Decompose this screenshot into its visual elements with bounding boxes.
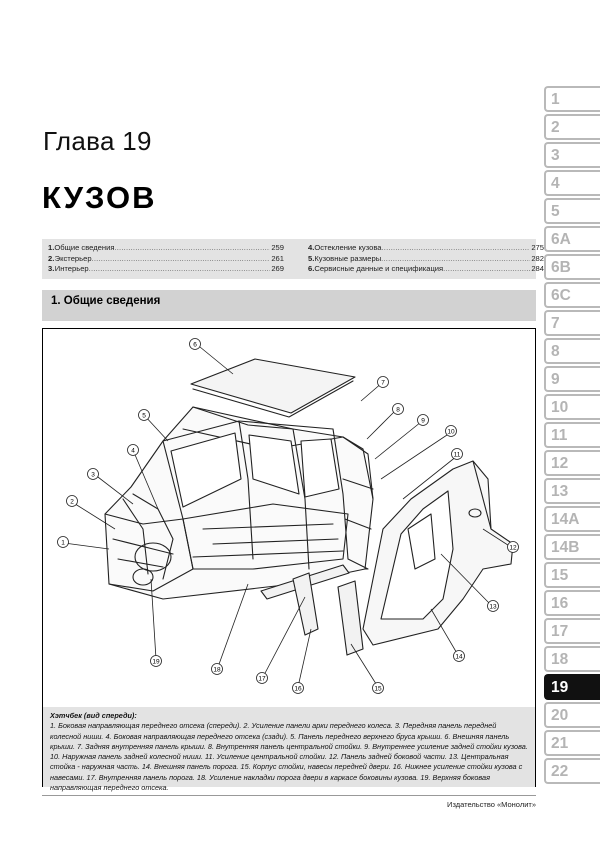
svg-text:4: 4 <box>131 447 135 455</box>
tab-label: 1 <box>551 91 560 108</box>
svg-text:15: 15 <box>374 685 382 693</box>
tab-chapter-14b[interactable] <box>544 534 600 560</box>
tab-label: 19 <box>551 679 569 696</box>
tab-label: 14B <box>551 539 580 556</box>
toc-entry-number: 2. <box>48 253 55 263</box>
toc-entry-page: 282 <box>531 253 544 263</box>
toc-entry-number: 1. <box>48 243 55 252</box>
callout-5 <box>139 410 150 421</box>
tab-chapter-11[interactable] <box>544 422 600 448</box>
svg-text:5: 5 <box>142 412 146 420</box>
tab-chapter-22[interactable] <box>544 758 600 784</box>
toc-leader-dots <box>92 254 271 265</box>
toc-leader-dots <box>89 264 271 275</box>
toc-entry[interactable] <box>48 243 284 254</box>
toc-column-right <box>308 243 544 275</box>
callout-17 <box>257 673 268 684</box>
tab-label: 9 <box>551 371 560 388</box>
body-structure-figure <box>42 328 536 793</box>
tab-label: 8 <box>551 343 560 360</box>
tab-chapter-6a[interactable] <box>544 226 600 252</box>
tab-chapter-4[interactable] <box>544 170 600 196</box>
tab-label: 13 <box>551 483 569 500</box>
callout-7 <box>378 377 389 388</box>
toc-leader-dots <box>114 243 270 254</box>
svg-text:17: 17 <box>258 675 266 683</box>
tab-label: 6B <box>551 259 571 276</box>
tab-chapter-6c[interactable] <box>544 282 600 308</box>
caption-heading: Хэтчбек (вид спереди): <box>50 711 137 720</box>
callout-8 <box>393 404 404 415</box>
svg-text:9: 9 <box>421 417 425 425</box>
toc-entry-title: Общие сведения <box>54 243 115 252</box>
tab-label: 4 <box>551 175 560 192</box>
tab-label: 15 <box>551 567 569 584</box>
callout-2 <box>67 496 78 507</box>
toc-entry-page: 261 <box>271 253 284 263</box>
section-header <box>42 290 536 321</box>
tab-label: 7 <box>551 315 560 332</box>
callout-4 <box>128 445 139 456</box>
publisher-credit: Издательство «Монолит» <box>447 800 536 809</box>
svg-text:10: 10 <box>447 428 455 436</box>
toc-entry-page: 275 <box>531 243 544 252</box>
roof-panel-drawing <box>191 359 355 413</box>
figure-caption <box>43 707 535 793</box>
tab-chapter-19-active[interactable] <box>544 674 600 700</box>
tab-chapter-18[interactable] <box>544 646 600 672</box>
tab-chapter-3[interactable] <box>544 142 600 168</box>
toc-entry[interactable] <box>308 264 544 275</box>
tab-label: 6C <box>551 287 571 304</box>
callout-9 <box>418 415 429 426</box>
tab-chapter-10[interactable] <box>544 394 600 420</box>
tab-chapter-17[interactable] <box>544 618 600 644</box>
svg-text:8: 8 <box>396 406 400 414</box>
tab-chapter-15[interactable] <box>544 562 600 588</box>
callout-16 <box>293 683 304 694</box>
toc-leader-dots <box>382 243 531 254</box>
toc-entry-number: 3. <box>48 264 55 273</box>
tab-chapter-20[interactable] <box>544 702 600 728</box>
tab-chapter-2[interactable] <box>544 114 600 140</box>
tab-label: 5 <box>551 203 560 220</box>
tab-label: 3 <box>551 147 560 164</box>
tab-label: 20 <box>551 707 569 724</box>
svg-text:16: 16 <box>294 685 302 693</box>
tab-label: 11 <box>551 427 568 444</box>
svg-text:13: 13 <box>489 603 497 611</box>
toc-entry-number: 6. <box>308 264 315 273</box>
caption-body: 1. Боковая направляющая переднего отсека (спереди). 2. Усиление панели арки переднего колеса. 3. Передняя панель передней колесной ниши. 4. Боковая направляющая переднего отсека (сзади). 5. Панель переднего верхнего бруса крыши. 6. Внешняя панель крыши. 7. Задняя внутренняя панель крыши. 8. Внутренняя панель центральной стойки. 9. Внутреннее усиление задней стойки кузова. 10. Наружная панель задней колесной ниши. 11. Усиление центральной стойки. 12. Панель задней боковой части. 13. Центральная стойка - наружная часть. 14. Внешняя панель порога. 15. Корпус стойки, навесы передней двери. 16. Нижнее усиление стойки кузова с навесами. 17. Внутренняя панель порога. 18. Усиление накладки порога двери в каркасе боковины кузова. 19. Верхняя боковая направляющая переднего отсека. <box>50 721 528 793</box>
callout-18 <box>212 664 223 675</box>
toc-entry-title: Кузовные размеры <box>314 253 382 263</box>
toc-leader-dots <box>443 264 530 275</box>
toc-entry[interactable] <box>48 264 284 275</box>
tab-chapter-21[interactable] <box>544 730 600 756</box>
tab-label: 22 <box>551 763 569 780</box>
callout-14 <box>454 651 465 662</box>
svg-text:7: 7 <box>381 379 385 387</box>
toc-entry[interactable] <box>48 254 284 265</box>
callout-1 <box>58 537 69 548</box>
tab-label: 17 <box>551 623 569 640</box>
table-of-contents <box>42 239 544 279</box>
toc-column-left <box>48 243 284 275</box>
callout-15 <box>373 683 384 694</box>
toc-entry-page: 259 <box>271 243 284 252</box>
tab-chapter-1[interactable] <box>544 86 600 112</box>
svg-text:1: 1 <box>61 539 65 547</box>
tab-label: 14A <box>551 511 580 528</box>
toc-leader-dots <box>381 254 530 265</box>
tab-chapter-12[interactable] <box>544 450 600 476</box>
toc-entry-title: Интерьер <box>54 264 89 273</box>
svg-text:18: 18 <box>213 666 221 674</box>
toc-entry-number: 4. <box>308 243 315 252</box>
svg-text:2: 2 <box>70 498 74 506</box>
toc-entry-title: Сервисные данные и спецификация <box>314 264 444 273</box>
toc-entry[interactable] <box>308 243 544 254</box>
footer-divider <box>42 795 536 796</box>
toc-entry-title: Экстерьер <box>54 253 92 263</box>
svg-text:14: 14 <box>455 653 463 661</box>
tab-label: 16 <box>551 595 569 612</box>
car-body-illustration <box>43 329 535 707</box>
toc-entry-number: 5. <box>308 253 315 263</box>
toc-entry-title: Остекление кузова <box>314 243 382 252</box>
tab-chapter-6b[interactable] <box>544 254 600 280</box>
chapter-title: КУЗОВ <box>42 180 157 215</box>
tab-label: 10 <box>551 399 569 416</box>
section-title: 1. Общие сведения <box>51 295 161 307</box>
tab-chapter-5[interactable] <box>544 198 600 224</box>
callout-3 <box>88 469 99 480</box>
toc-entry-page: 269 <box>271 264 284 273</box>
chapter-label: Глава 19 <box>43 126 152 156</box>
svg-text:12: 12 <box>509 544 517 552</box>
toc-entry[interactable] <box>308 254 544 265</box>
tab-chapter-9[interactable] <box>544 366 600 392</box>
tab-label: 18 <box>551 651 569 668</box>
tab-chapter-13[interactable] <box>544 478 600 504</box>
callout-19 <box>151 656 162 667</box>
tab-chapter-8[interactable] <box>544 338 600 364</box>
tab-chapter-14a[interactable] <box>544 506 600 532</box>
svg-text:6: 6 <box>193 341 197 349</box>
tab-label: 12 <box>551 455 569 472</box>
tab-label: 6A <box>551 231 571 248</box>
tab-chapter-7[interactable] <box>544 310 600 336</box>
callout-10 <box>446 426 457 437</box>
callout-6 <box>190 339 201 350</box>
svg-text:3: 3 <box>91 471 95 479</box>
tab-chapter-16[interactable] <box>544 590 600 616</box>
tab-label: 2 <box>551 119 560 136</box>
svg-text:19: 19 <box>152 658 160 666</box>
callout-13 <box>488 601 499 612</box>
toc-entry-page: 284 <box>531 264 544 273</box>
callout-12 <box>508 542 519 553</box>
callout-11 <box>452 449 463 460</box>
tab-label: 21 <box>551 735 569 752</box>
svg-text:11: 11 <box>453 451 461 459</box>
